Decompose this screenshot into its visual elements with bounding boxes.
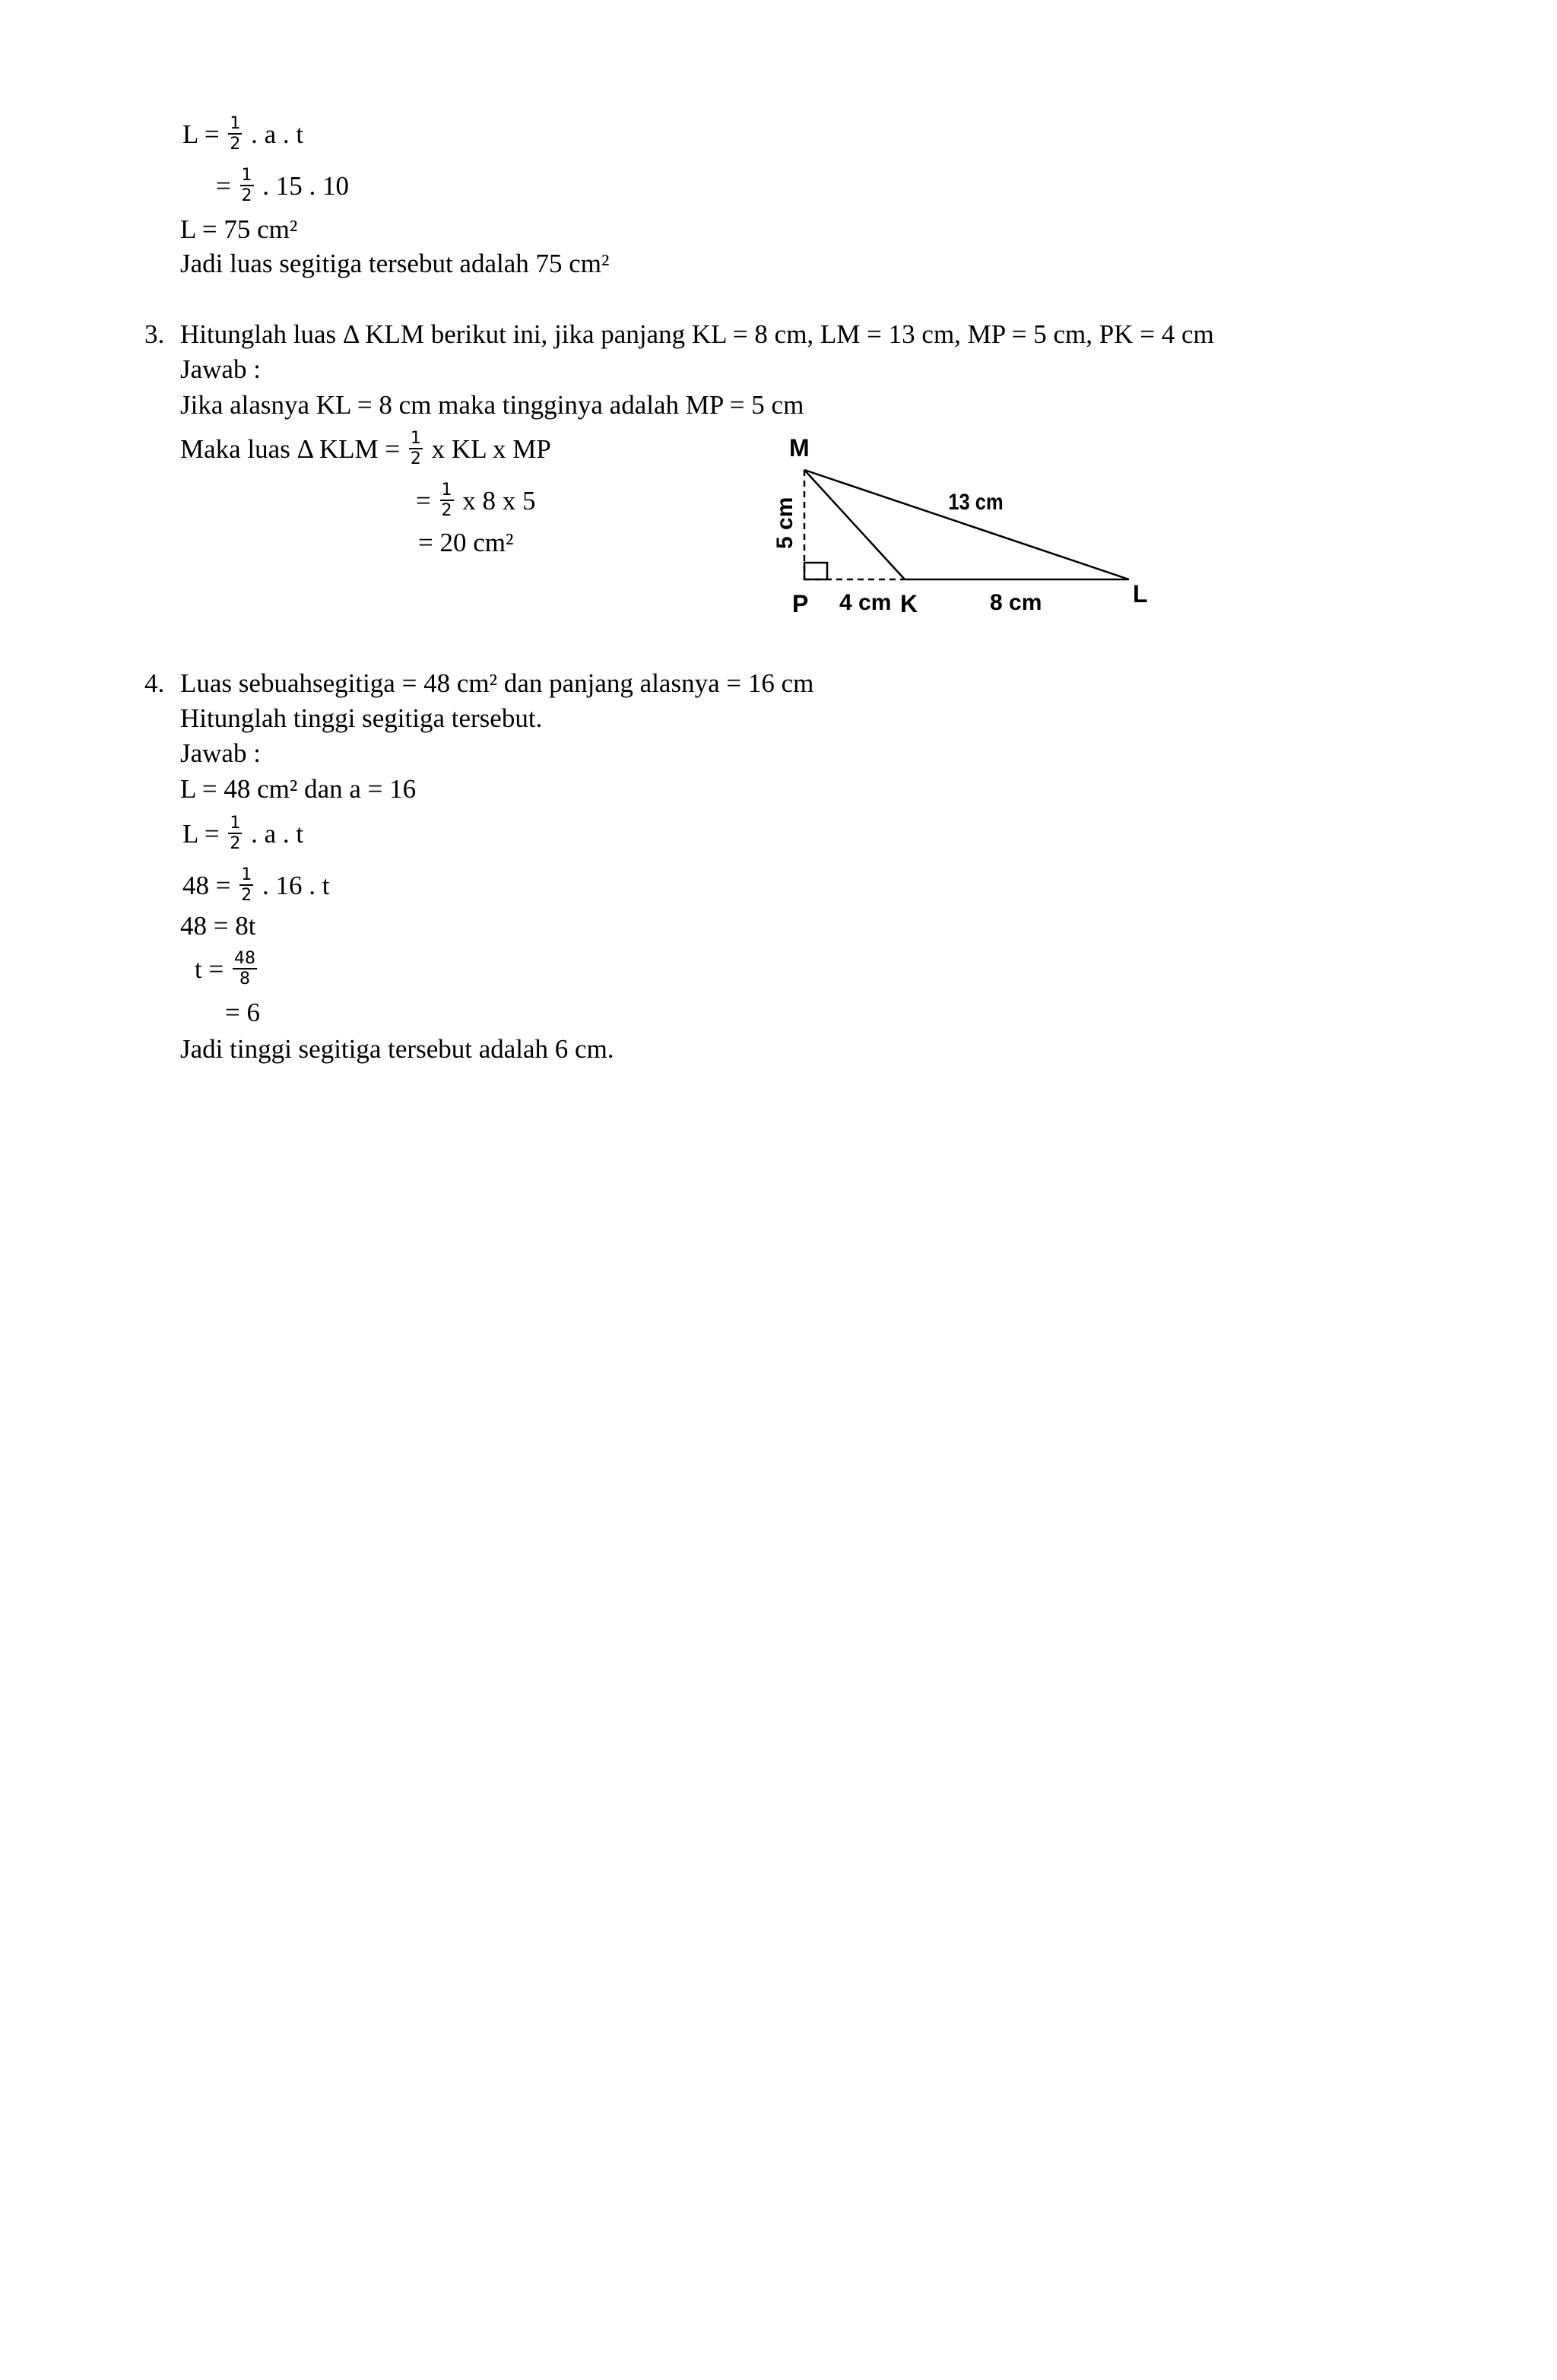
- formula-line: L = $\frac{1}{2}$ . a . t: [182, 814, 304, 853]
- right-angle-marker: [804, 563, 827, 579]
- formula-line-substitution: = $\frac{1}{2}$ . 15 . 10: [216, 166, 349, 205]
- substitution-line: 48 = $\frac{1}{2}$ . 16 . t: [182, 865, 330, 905]
- vertex-label-m: M: [789, 434, 810, 462]
- hyp-label: 13 cm: [948, 489, 1004, 515]
- question-4: Luas sebuahsegitiga = 48 cm² dan panjang alasnya = 16 cm: [180, 668, 814, 698]
- fraction-half: $\frac{1}{2}$: [230, 814, 241, 853]
- kl-label: 8 cm: [990, 590, 1042, 615]
- area-substitution-line: = $\frac{1}{2}$ x 8 x 5: [416, 481, 536, 520]
- pk-label: 4 cm: [839, 590, 892, 615]
- fraction-half: $\frac{1}{2}$: [410, 429, 421, 468]
- given-line: L = 48 cm² dan a = 16: [180, 774, 417, 804]
- simplified-line: 48 = 8t: [180, 911, 256, 941]
- result-line: L = 75 cm²: [180, 214, 298, 244]
- fraction-48-over-8: $\frac{48}{8}$: [233, 949, 255, 988]
- formula-line-area: L = $\frac{1}{2}$ . a . t: [182, 114, 304, 154]
- triangle-klm-figure: [760, 433, 1163, 624]
- conclusion-line: Jadi tinggi segitiga tersebut adalah 6 cm.: [180, 1034, 614, 1064]
- fraction-half: $\frac{1}{2}$: [241, 865, 252, 905]
- result-line: = 6: [225, 998, 260, 1027]
- area-result-line: = 20 cm²: [418, 528, 514, 557]
- solve-line: t = $\frac{48}{8}$: [195, 949, 255, 988]
- conclusion-line: Jadi luas segitiga tersebut adalah 75 cm²: [180, 249, 610, 278]
- vertex-label-l: L: [1133, 580, 1148, 608]
- vertex-label-k: K: [900, 590, 918, 617]
- height-label: 5 cm: [772, 497, 798, 549]
- question-4-line-2: Hitunglah tinggi segitiga tersebut.: [180, 703, 543, 733]
- side-ml: [804, 470, 1129, 579]
- question-3: Hitunglah luas Δ KLM berikut ini, jika panjang KL = 8 cm, LM = 13 cm, MP = 5 cm, PK = 4 cm: [180, 319, 1214, 349]
- fraction-half: $\frac{1}{2}$: [241, 166, 252, 205]
- answer-label: Jawab :: [180, 354, 261, 384]
- area-formula-line: Maka luas Δ KLM = $\frac{1}{2}$ x KL x MP: [180, 429, 551, 468]
- item-number-4: 4.: [144, 668, 165, 698]
- fraction-half: $\frac{1}{2}$: [441, 481, 452, 520]
- answer-line: Jika alasnya KL = 8 cm maka tingginya adalah MP = 5 cm: [180, 390, 804, 420]
- answer-label: Jawab :: [180, 738, 261, 768]
- vertex-label-p: P: [792, 590, 809, 617]
- fraction-half: $\frac{1}{2}$: [230, 114, 241, 154]
- item-number-3: 3.: [144, 319, 165, 349]
